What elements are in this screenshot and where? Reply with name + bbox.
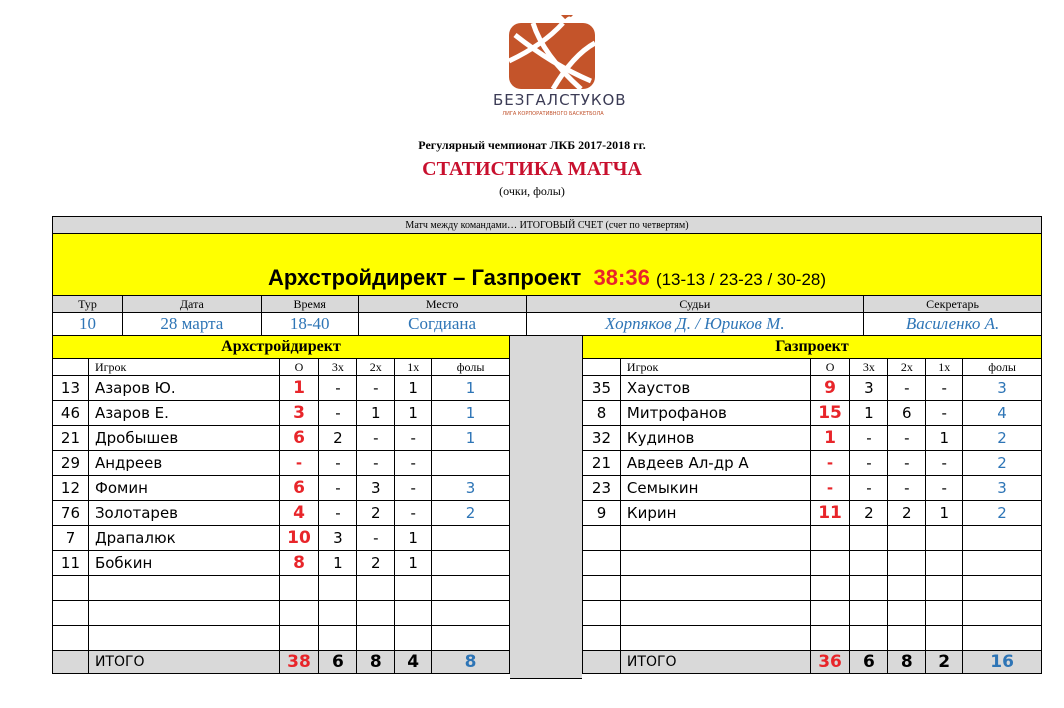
player-two <box>357 626 395 651</box>
total-label: ИТОГО <box>620 651 810 674</box>
player-three: 3 <box>850 376 888 401</box>
player-number <box>583 576 621 601</box>
player-three: - <box>319 451 357 476</box>
fouls-header: фолы <box>963 359 1042 376</box>
player-fouls <box>432 626 510 651</box>
player-one: - <box>926 376 963 401</box>
team-a-stats-table <box>52 335 510 674</box>
player-number <box>53 576 89 601</box>
player-points: 1 <box>279 376 319 401</box>
player-fouls: 1 <box>432 376 510 401</box>
player-number: 13 <box>53 376 89 401</box>
player-row <box>53 576 510 601</box>
player-one: 1 <box>395 526 432 551</box>
player-three: 1 <box>850 401 888 426</box>
player-fouls <box>963 626 1042 651</box>
center-divider <box>510 335 582 679</box>
player-number <box>53 626 89 651</box>
player-two: - <box>888 451 926 476</box>
player-three <box>319 626 357 651</box>
total-fouls: 8 <box>432 651 510 674</box>
player-three: - <box>850 451 888 476</box>
player-fouls: 4 <box>963 401 1042 426</box>
two-header: 2х <box>357 359 395 376</box>
player-points: 11 <box>810 501 850 526</box>
player-row <box>583 501 1042 526</box>
total-one: 2 <box>926 651 963 674</box>
player-row <box>53 626 510 651</box>
logo-subtext: ЛИГА КОРПОРАТИВНОГО БАСКЕТБОЛА <box>502 111 604 117</box>
player-fouls <box>432 526 510 551</box>
venue-value: Согдиана <box>358 313 526 336</box>
player-name: Азаров Е. <box>88 401 279 426</box>
player-points: 9 <box>810 376 850 401</box>
player-number: 35 <box>583 376 621 401</box>
player-row <box>583 401 1042 426</box>
player-points: 6 <box>279 476 319 501</box>
player-three: 3 <box>319 526 357 551</box>
player-fouls <box>963 526 1042 551</box>
player-name <box>620 576 810 601</box>
player-row <box>53 426 510 451</box>
time-label: Время <box>261 296 358 313</box>
player-three: - <box>850 476 888 501</box>
player-two: - <box>357 451 395 476</box>
player-three: - <box>319 501 357 526</box>
player-name <box>88 601 279 626</box>
total-points: 38 <box>279 651 319 674</box>
player-one: - <box>926 401 963 426</box>
player-name: Золотарев <box>88 501 279 526</box>
referees-value: Хорпяков Д. / Юриков М. <box>526 313 864 336</box>
player-name <box>88 576 279 601</box>
player-points: 3 <box>279 401 319 426</box>
player-points: 8 <box>279 551 319 576</box>
player-number: 21 <box>583 451 621 476</box>
match-summary-table <box>52 216 1042 336</box>
player-row <box>583 476 1042 501</box>
player-points: - <box>810 476 850 501</box>
player-one <box>926 626 963 651</box>
round-value: 10 <box>53 313 123 336</box>
player-number <box>583 626 621 651</box>
quarter-scores: (13-13 / 23-23 / 30-28) <box>655 270 827 289</box>
player-one: - <box>395 451 432 476</box>
total-number-cell <box>53 651 89 674</box>
total-two: 8 <box>888 651 926 674</box>
total-points: 36 <box>810 651 850 674</box>
player-one: 1 <box>926 426 963 451</box>
player-points <box>279 601 319 626</box>
player-fouls <box>432 576 510 601</box>
player-fouls: 3 <box>963 476 1042 501</box>
match-score: 38:36 <box>593 265 650 290</box>
total-one: 4 <box>395 651 432 674</box>
player-one <box>926 601 963 626</box>
player-three: - <box>850 426 888 451</box>
player-number <box>583 551 621 576</box>
player-number: 12 <box>53 476 89 501</box>
player-two <box>357 601 395 626</box>
player-two: 6 <box>888 401 926 426</box>
team-b-rows <box>583 376 1042 651</box>
player-fouls: 2 <box>963 501 1042 526</box>
player-one <box>395 626 432 651</box>
player-one <box>926 526 963 551</box>
player-three: 1 <box>319 551 357 576</box>
three-header: 3х <box>850 359 888 376</box>
match-score-banner <box>53 234 1042 296</box>
player-two: 2 <box>357 551 395 576</box>
player-three: 2 <box>850 501 888 526</box>
player-fouls <box>432 451 510 476</box>
player-three <box>850 576 888 601</box>
player-row <box>583 426 1042 451</box>
player-three: 2 <box>319 426 357 451</box>
player-number: 29 <box>53 451 89 476</box>
basketball-logo-icon <box>493 15 613 91</box>
player-two <box>888 526 926 551</box>
player-row <box>583 526 1042 551</box>
player-points <box>810 576 850 601</box>
points-header: О <box>810 359 850 376</box>
player-header: Игрок <box>620 359 810 376</box>
player-number: 7 <box>53 526 89 551</box>
player-fouls <box>432 601 510 626</box>
player-one: - <box>926 476 963 501</box>
player-two: 2 <box>357 501 395 526</box>
match-teams: Архстройдирект – Газпроект <box>267 265 582 290</box>
player-number: 21 <box>53 426 89 451</box>
player-fouls: 1 <box>432 426 510 451</box>
player-fouls: 3 <box>432 476 510 501</box>
player-fouls <box>963 601 1042 626</box>
player-three: - <box>319 376 357 401</box>
player-name: Азаров Ю. <box>88 376 279 401</box>
player-one: 1 <box>395 551 432 576</box>
two-header: 2х <box>888 359 926 376</box>
title-note: (очки, фолы) <box>499 184 565 198</box>
player-row <box>53 501 510 526</box>
venue-label: Место <box>358 296 526 313</box>
player-name <box>620 601 810 626</box>
total-label: ИТОГО <box>88 651 279 674</box>
player-three <box>850 626 888 651</box>
player-two: 3 <box>357 476 395 501</box>
match-caption: Матч между командами… ИТОГОВЫЙ СЧЕТ (счет по четвертям) <box>53 217 1042 234</box>
player-name <box>88 626 279 651</box>
player-row <box>53 601 510 626</box>
championship-subtitle: Регулярный чемпионат ЛКБ 2017-2018 гг. <box>418 138 646 152</box>
player-name: Драпалюк <box>88 526 279 551</box>
total-three: 6 <box>319 651 357 674</box>
player-points <box>810 551 850 576</box>
player-three <box>850 551 888 576</box>
player-two: - <box>357 426 395 451</box>
player-name: Андреев <box>88 451 279 476</box>
player-points <box>279 576 319 601</box>
player-fouls <box>432 551 510 576</box>
player-fouls: 1 <box>432 401 510 426</box>
number-header <box>53 359 89 376</box>
team-a-name: Архстройдирект <box>53 336 510 359</box>
player-one <box>395 601 432 626</box>
page-title: СТАТИСТИКА МАТЧА <box>422 158 642 180</box>
team-a-rows <box>53 376 510 651</box>
player-fouls: 2 <box>963 426 1042 451</box>
player-fouls: 2 <box>432 501 510 526</box>
player-one: - <box>926 451 963 476</box>
player-two: - <box>888 426 926 451</box>
total-fouls: 16 <box>963 651 1042 674</box>
player-points: 15 <box>810 401 850 426</box>
player-points: 1 <box>810 426 850 451</box>
player-fouls: 2 <box>963 451 1042 476</box>
three-header: 3х <box>319 359 357 376</box>
player-one: - <box>395 476 432 501</box>
player-number: 8 <box>583 401 621 426</box>
player-number: 9 <box>583 501 621 526</box>
secretary-label: Секретарь <box>864 296 1042 313</box>
player-one: 1 <box>395 401 432 426</box>
player-one: - <box>395 426 432 451</box>
player-number <box>583 526 621 551</box>
player-fouls: 3 <box>963 376 1042 401</box>
time-value: 18-40 <box>261 313 358 336</box>
player-two: - <box>888 376 926 401</box>
number-header <box>583 359 621 376</box>
player-row <box>583 626 1042 651</box>
player-number <box>53 601 89 626</box>
player-header: Игрок <box>88 359 279 376</box>
player-name: Авдеев Ал-др А <box>620 451 810 476</box>
player-three <box>850 526 888 551</box>
player-two: 1 <box>357 401 395 426</box>
total-two: 8 <box>357 651 395 674</box>
player-points <box>279 626 319 651</box>
player-number: 23 <box>583 476 621 501</box>
player-two <box>357 576 395 601</box>
player-row <box>583 376 1042 401</box>
player-two: - <box>888 476 926 501</box>
player-one <box>926 576 963 601</box>
player-row <box>53 526 510 551</box>
player-points: - <box>810 451 850 476</box>
secretary-value: Василенко А. <box>864 313 1042 336</box>
player-two <box>888 551 926 576</box>
player-two <box>888 626 926 651</box>
player-fouls <box>963 551 1042 576</box>
player-one: - <box>395 501 432 526</box>
player-row <box>53 401 510 426</box>
player-two <box>888 601 926 626</box>
player-one: 1 <box>395 376 432 401</box>
points-header: О <box>279 359 319 376</box>
player-name: Фомин <box>88 476 279 501</box>
player-name: Митрофанов <box>620 401 810 426</box>
player-two: - <box>357 376 395 401</box>
player-three: - <box>319 401 357 426</box>
player-one <box>395 576 432 601</box>
player-number: 76 <box>53 501 89 526</box>
player-name: Семыкин <box>620 476 810 501</box>
player-row <box>53 476 510 501</box>
player-one <box>926 551 963 576</box>
logo-text: БЕЗГАЛСТУКОВ <box>493 91 627 109</box>
player-fouls <box>963 576 1042 601</box>
date-label: Дата <box>122 296 261 313</box>
player-number: 32 <box>583 426 621 451</box>
player-points: 6 <box>279 426 319 451</box>
team-b-name: Газпроект <box>583 336 1042 359</box>
player-name <box>620 551 810 576</box>
team-b-stats-table <box>582 335 1042 674</box>
player-row <box>583 551 1042 576</box>
player-number <box>583 601 621 626</box>
player-one: 1 <box>926 501 963 526</box>
player-points: 4 <box>279 501 319 526</box>
player-number: 11 <box>53 551 89 576</box>
referees-label: Судьи <box>526 296 864 313</box>
player-name: Кирин <box>620 501 810 526</box>
player-row <box>583 601 1042 626</box>
player-row <box>53 376 510 401</box>
player-row <box>53 551 510 576</box>
player-two: 2 <box>888 501 926 526</box>
player-number: 46 <box>53 401 89 426</box>
round-label: Тур <box>53 296 123 313</box>
player-two: - <box>357 526 395 551</box>
league-logo <box>493 15 627 123</box>
one-header: 1х <box>926 359 963 376</box>
player-three <box>319 576 357 601</box>
player-three: - <box>319 476 357 501</box>
player-row <box>583 576 1042 601</box>
player-points <box>810 626 850 651</box>
player-name: Бобкин <box>88 551 279 576</box>
player-three <box>850 601 888 626</box>
player-name: Хаустов <box>620 376 810 401</box>
player-points: 10 <box>279 526 319 551</box>
date-value: 28 марта <box>122 313 261 336</box>
total-number-cell <box>583 651 621 674</box>
player-two <box>888 576 926 601</box>
player-name <box>620 526 810 551</box>
player-name: Кудинов <box>620 426 810 451</box>
player-points: - <box>279 451 319 476</box>
player-row <box>583 451 1042 476</box>
player-three <box>319 601 357 626</box>
player-name: Дробышев <box>88 426 279 451</box>
player-points <box>810 601 850 626</box>
player-name <box>620 626 810 651</box>
total-three: 6 <box>850 651 888 674</box>
fouls-header: фолы <box>432 359 510 376</box>
one-header: 1х <box>395 359 432 376</box>
player-row <box>53 451 510 476</box>
player-points <box>810 526 850 551</box>
